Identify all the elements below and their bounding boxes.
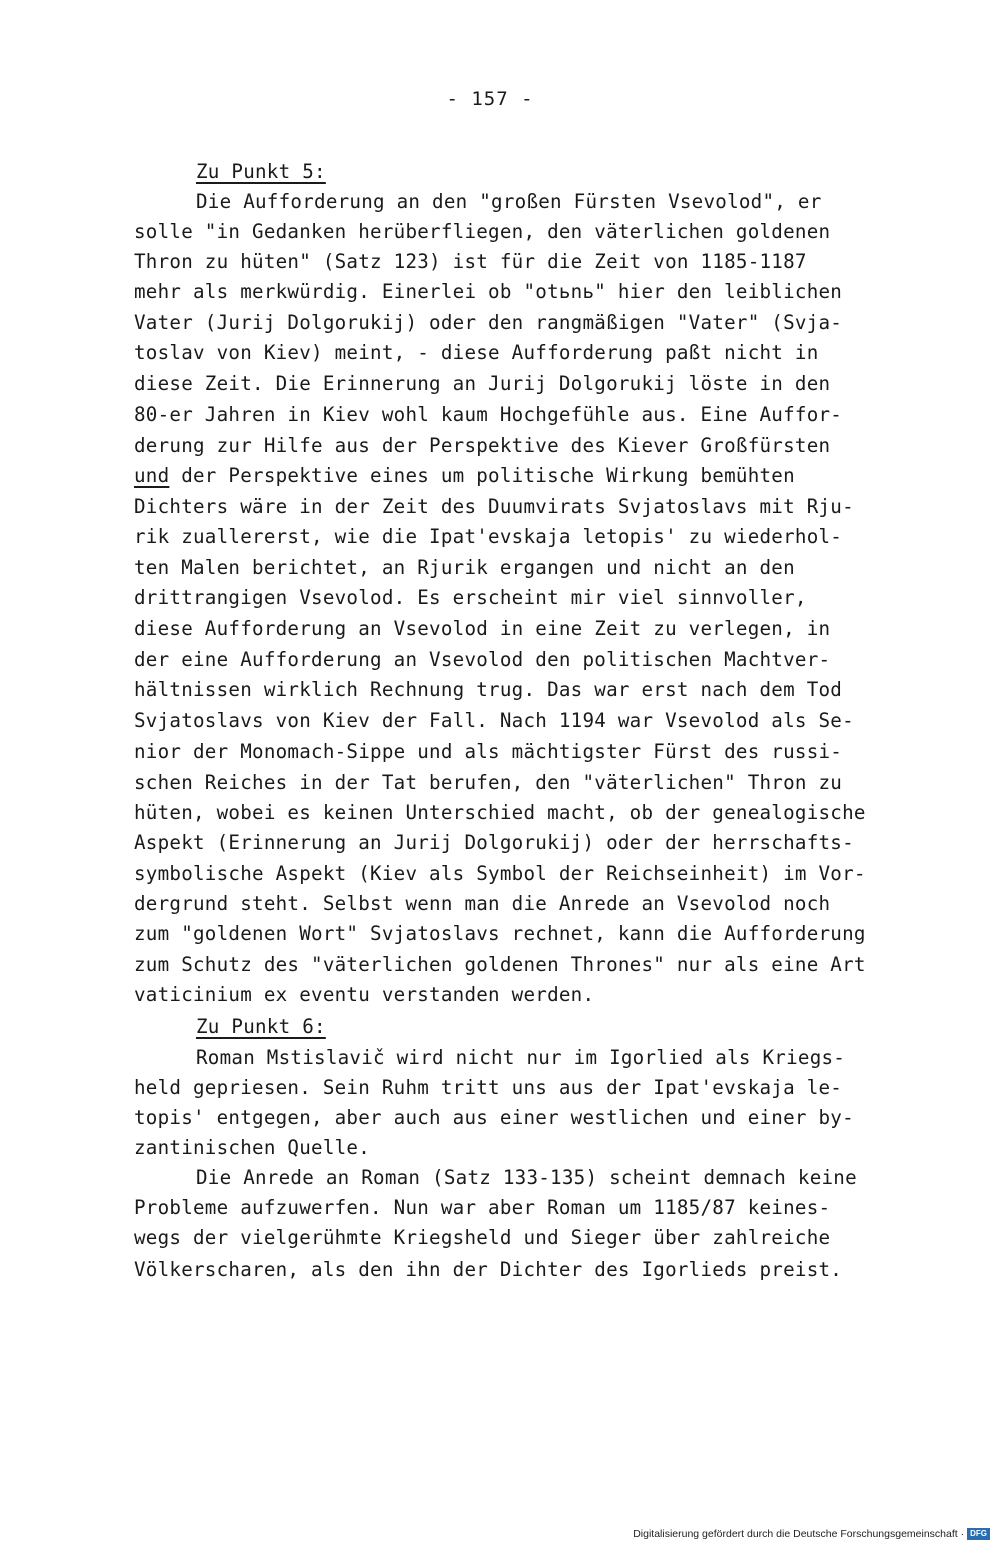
text-line	[134, 1106, 854, 1130]
text-segment: vaticinium ex eventu verstanden werden.	[134, 983, 595, 1006]
text-segment: schen Reiches in der Tat berufen, den "väterlichen" Thron zu	[134, 771, 843, 794]
text-segment: ten Malen berichtet, an Rjurik ergangen und nicht an den	[134, 556, 795, 579]
text-segment: Thron zu hüten" (Satz 123) ist für die Zeit von 1185-1187	[134, 250, 807, 273]
text-line	[134, 1226, 830, 1250]
text-line	[134, 525, 842, 549]
text-segment: dergrund steht. Selbst wenn man die Anrede an Vsevolod noch	[134, 892, 831, 915]
text-segment: symbolische Aspekt (Kiev als Symbol der Reichseinheit) im Vor-	[134, 862, 866, 885]
text-line	[134, 1136, 370, 1160]
underlined-text: Zu Punkt 5:	[196, 160, 326, 183]
text-segment: Vater (Jurij Dolgorukij) oder den rangmäßigen "Vater" (Svja-	[134, 311, 843, 334]
text-segment: solle "in Gedanken herüberfliegen, den väterlichen goldenen	[134, 220, 831, 243]
text-segment: Aspekt (Erinnerung an Jurij Dolgorukij) oder der herrschafts-	[134, 831, 854, 854]
section-heading	[196, 1015, 326, 1039]
footer-text: Digitalisierung gefördert durch die Deutsche Forschungsgemeinschaft ·	[633, 1528, 965, 1540]
text-line	[134, 341, 819, 365]
text-segment: Die Aufforderung an den "großen Fürsten Vsevolod", er	[196, 190, 822, 213]
text-line	[134, 892, 830, 916]
text-line	[134, 648, 830, 672]
text-segment: diese Aufforderung an Vsevolod in eine Zeit zu verlegen, in	[134, 617, 831, 640]
text-line	[134, 464, 795, 488]
text-segment: Svjatoslavs von Kiev der Fall. Nach 1194 war Vsevolod als Se-	[134, 709, 854, 732]
page-number: - 157 -	[446, 88, 534, 110]
text-segment: zum Schutz des "väterlichen goldenen Thrones" nur als eine Art	[134, 953, 866, 976]
text-line	[134, 831, 854, 855]
underlined-text: Zu Punkt 6:	[196, 1015, 326, 1038]
text-line	[196, 1166, 857, 1190]
text-segment: topis' entgegen, aber auch aus einer westlichen und einer by-	[134, 1106, 854, 1129]
footer-credit	[633, 1528, 990, 1540]
text-segment: 80-er Jahren in Kiev wohl kaum Hochgefühle aus. Eine Auffor-	[134, 403, 843, 426]
text-line	[134, 311, 842, 335]
text-line	[134, 862, 866, 886]
text-line	[134, 1258, 842, 1282]
text-segment: diese Zeit. Die Erinnerung an Jurij Dolgorukij löste in den	[134, 372, 831, 395]
text-line	[134, 556, 795, 580]
text-line	[196, 1046, 845, 1070]
text-line	[134, 740, 842, 764]
text-line	[134, 617, 830, 641]
text-segment: mehr als merkwürdig. Einerlei ob "otьnь" hier den leiblichen	[134, 280, 843, 303]
text-segment: toslav von Kiev) meint, - diese Aufforderung paßt nicht in	[134, 341, 819, 364]
text-line	[134, 983, 594, 1007]
text-segment: Probleme aufzuwerfen. Nun war aber Roman um 1185/87 keines-	[134, 1196, 831, 1219]
text-line	[134, 771, 842, 795]
text-line	[134, 372, 830, 396]
text-line	[134, 434, 830, 458]
text-segment: hüten, wobei es keinen Unterschied macht, ob der genealogische	[134, 801, 866, 824]
text-line	[134, 1196, 830, 1220]
text-segment: Völkerscharen, als den ihn der Dichter des Igorlieds preist.	[134, 1258, 843, 1281]
text-line	[134, 403, 842, 427]
text-segment: derung zur Hilfe aus der Perspektive des Kiever Großfürsten	[134, 434, 831, 457]
text-segment: Die Anrede an Roman (Satz 133-135) scheint demnach keine	[196, 1166, 857, 1189]
text-segment: held gepriesen. Sein Ruhm tritt uns aus der Ipat'evskaja le-	[134, 1076, 843, 1099]
text-line	[134, 586, 807, 610]
text-line	[134, 220, 830, 244]
text-segment: hältnissen wirklich Rechnung trug. Das war erst nach dem Tod	[134, 678, 843, 701]
underlined-text: und	[134, 464, 170, 487]
text-segment: Roman Mstislavič wird nicht nur im Igorlied als Kriegs-	[196, 1046, 846, 1069]
text-line	[134, 495, 854, 519]
text-line	[134, 709, 854, 733]
text-line	[134, 953, 866, 977]
text-segment: wegs der vielgerühmte Kriegsheld und Sieger über zahlreiche	[134, 1226, 831, 1249]
text-line	[134, 801, 866, 825]
text-line	[134, 280, 842, 304]
text-line	[196, 190, 822, 214]
text-segment: drittrangigen Vsevolod. Es erscheint mir viel sinnvoller,	[134, 586, 807, 609]
text-line	[134, 250, 807, 274]
dfg-logo-icon: DFG	[967, 1528, 990, 1540]
text-line	[134, 922, 866, 946]
text-segment: rik zuallererst, wie die Ipat'evskaja letopis' zu wiederhol-	[134, 525, 843, 548]
text-line	[134, 1076, 842, 1100]
text-line	[134, 678, 842, 702]
text-segment: der Perspektive eines um politische Wirkung bemühten	[169, 464, 795, 487]
text-segment: der eine Aufforderung an Vsevolod den politischen Machtver-	[134, 648, 831, 671]
text-segment: zum "goldenen Wort" Svjatoslavs rechnet, kann die Aufforderung	[134, 922, 866, 945]
text-segment: nior der Monomach-Sippe und als mächtigster Fürst des russi-	[134, 740, 843, 763]
section-heading	[196, 160, 326, 184]
text-segment: zantinischen Quelle.	[134, 1136, 371, 1159]
text-segment: Dichters wäre in der Zeit des Duumvirats Svjatoslavs mit Rju-	[134, 495, 854, 518]
